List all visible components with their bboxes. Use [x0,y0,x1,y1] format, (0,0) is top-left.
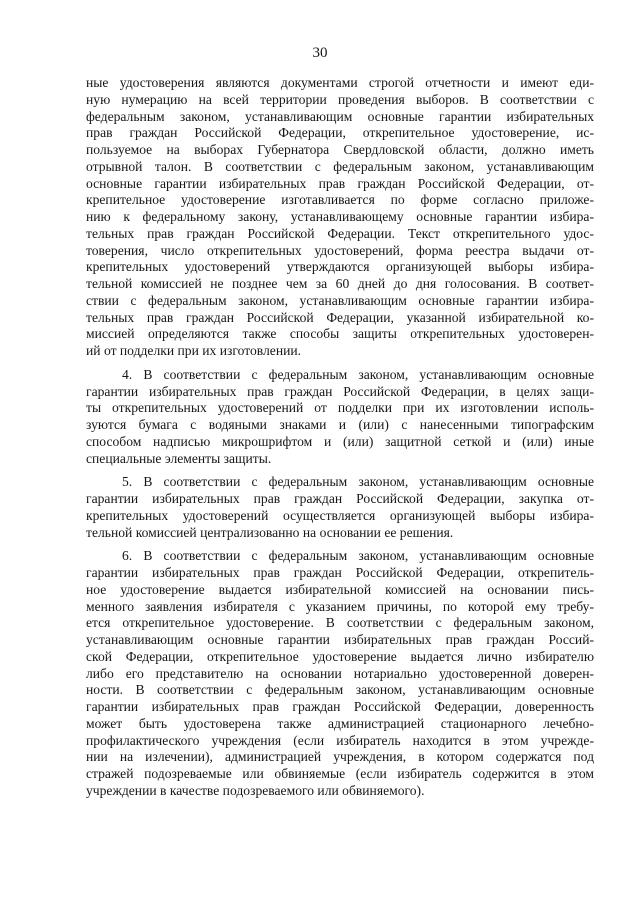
paragraph [86,548,594,799]
text-line: 4. В соответствии с федеральным законом, устанавливающим основные [122,366,594,382]
text-line: гарантии избирательных прав граждан Российской Федерации, открепитель- [86,565,594,580]
text-line: ты открепительных удостоверений от подделки при их изготовлении исполь- [86,400,594,416]
text-line: крепительных удостоверений утверждаются организующей выборы избира- [86,259,594,275]
text-line: ий от подделки при их изготовлении. [86,343,302,358]
text-line: тельной комиссией не позднее чем за 60 дней до дня голосования. В соответ- [86,276,594,291]
paragraph [86,75,594,360]
text-line: товерения, число открепительных удостоверений, форма реестра выдачи от- [86,242,594,258]
page-number: 30 [312,45,328,61]
text-line: нию к федеральному закону, устанавливающему основные гарантии избира- [86,209,594,224]
text-line: специальные элементы защиты. [86,450,272,466]
text-line: 6. В соответствии с федеральным законом, устанавливающим основные [122,548,594,564]
text-line: гарантии избирательных прав граждан Российской Федерации, доверенность [86,699,594,714]
text-line: ствии с федеральным законом, устанавливающим основные гарантии избира- [86,292,594,308]
text-line: пользуемое на выборах Губернатора Свердловской области, должно иметь [86,142,594,157]
text-line: либо его представителю на основании нотариально удостоверенной доверен- [86,665,594,681]
text-line: ную нумерацию на всей территории проведения выборов. В соответствии с [86,91,594,107]
text-line: отрывной талон. В соответствии с федеральным законом, устанавливающим [86,158,594,174]
text-line: 5. В соответствии с федеральным законом, устанавливающим основные [122,474,594,490]
text-line: ности. В соответствии с федеральным законом, устанавливающим основные [86,682,594,698]
text-line: тельной комиссией централизованно на основании ее решения. [86,524,454,540]
text-line: менного заявления избирателя с указанием причины, по которой ему требу- [86,598,594,614]
text-line: зуются бумага с водяными знаками и (или) с нанесенными типографским [86,417,594,432]
text-line: основные гарантии избирательных прав граждан Российской Федерации, от- [86,175,594,191]
text-line: ется открепительное удостоверение. В соответствии с федеральным законом, [86,615,594,631]
text-line: ное удостоверение выдается избирательной комиссией на основании пись- [86,581,594,597]
text-line: стражей подозреваемые или обвиняемые (если избиратель содержится в этом [86,766,594,781]
text-line: гарантии избирательных прав граждан Российской Федерации, закупка от- [86,491,594,506]
text-line: профилактического учреждения (если избиратель находится в этом учрежде- [86,732,594,748]
text-line: ные удостоверения являются документами строгой отчетности и имеют еди- [86,75,594,90]
text-line: тельных прав граждан Российской Федерации, указанной избирательной ко- [86,309,594,325]
text-line: федеральным законом, устанавливающим основные гарантии избирательных [86,108,594,124]
text-line: крепительное удостоверение изготавливается по форме согласно приложе- [86,192,594,208]
paragraph [86,474,594,541]
paragraph [86,367,594,468]
text-line: крепительных удостоверений осуществляется организующей выборы избира- [86,507,594,523]
text-line: нии на излечении), администрацией учреждения, в котором содержатся под [86,749,594,765]
text-line: способом надписью микрошрифтом и (или) защитной сеткой и (или) иные [86,433,594,449]
text-line: миссией определяются также способы защиты открепительных удостоверен- [86,326,594,342]
text-line: гарантии избирательных прав граждан Российской Федерации, в целях защи- [86,383,594,399]
text-line: ской Федерации, открепительное удостоверение выдается лично избирателю [86,648,594,664]
text-line: учреждении в качестве подозреваемого или обвиняемого). [86,782,425,798]
document-body [86,75,594,807]
text-line: устанавливающим основные гарантии избирательных прав граждан Россий- [86,632,594,647]
text-line: может быть удостоверена также администрацией стационарного лечебно- [86,715,594,731]
text-line: тельных прав граждан Российской Федерации. Текст открепительного удос- [86,225,594,241]
text-line: прав граждан Российской Федерации, открепительное удостоверение, ис- [86,125,594,141]
